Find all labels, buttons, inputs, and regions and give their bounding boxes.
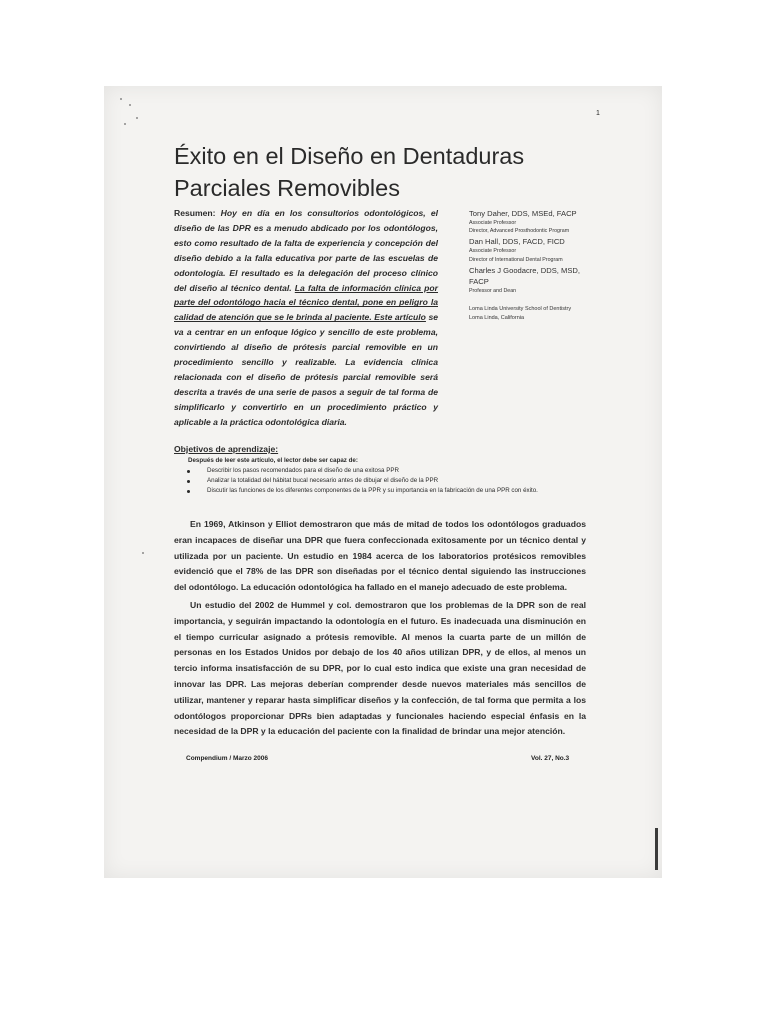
scan-speck (136, 117, 138, 119)
abstract-underlined-text: La falta de información clínica por parte del odontólogo hacia el técnico dental, pone en peligro la calidad de atención que se le brinda al paciente. Este artículo (174, 282, 438, 323)
objective-item: Discutir las funciones de los diferentes componentes de la PPR y su importancia en la fabricación de una PPR con éxito. (207, 486, 594, 496)
article-title (174, 140, 534, 204)
author-name: Tony Daher, DDS, MSEd, FACP (469, 209, 577, 218)
objectives-list (174, 466, 594, 496)
abstract (174, 206, 438, 430)
author-entry (469, 236, 584, 263)
objective-item: Describir los pasos recomendados para el diseño de una exitosa PPR (207, 466, 594, 476)
author-entry (469, 208, 584, 235)
page-number: 1 (596, 110, 600, 117)
title-line-1: Éxito en el Diseño en Dentaduras (174, 143, 525, 169)
author-position: Director, Advanced Prosthodontic Program (469, 228, 570, 235)
author-entry (469, 265, 584, 295)
objectives-heading: Objetivos de aprendizaje: (174, 444, 279, 454)
abstract-text-continued: se va a centrar en un enfoque lógico y sencillo de este problema, convirtiendo al diseño de prótesis parcial removible en un procedimiento sencillo y realizable. La evidencia clínica relacionada con el diseño de prótesis parcial removible será descrita a través de una serie de pasos a seguir de tal forma de simplificarlo y convertirlo en un procedimiento práctico y aplicable a la práctica odontológica diaria. (174, 312, 439, 427)
abstract-label: Resumen: (174, 208, 216, 218)
scan-speck (142, 552, 144, 554)
footer-journal: Compendium / Marzo 2006 (186, 755, 268, 762)
author-list (469, 207, 584, 323)
author-position: Director of International Dental Program (469, 256, 563, 263)
author-name: Dan Hall, DDS, FACD, FICD (469, 237, 565, 247)
title-line-2: Parciales Removibles (174, 175, 400, 201)
affiliation-school: Loma Linda University School of Dentistry (469, 306, 572, 313)
learning-objectives (174, 444, 594, 496)
abstract-text: Hoy en día en los consultorios odontológicos, el diseño de las DPR es a menudo abdicado por los odontólogos, esto como resultado de la falta de experiencia y concepción del diseño debido a la falla educativa por parte de las escuelas de odontología. El resultado es la delegación del proceso clínico del diseño al técnico dental. (174, 208, 438, 293)
affiliation-city: Loma Linda, California (469, 315, 525, 322)
footer-volume: Vol. 27, No.3 (531, 755, 570, 762)
body-paragraph: En 1969, Atkinson y Elliot demostraron que más de mitad de todos los odontólogos graduados eran incapaces de diseñar una DPR que fuera confeccionada exitosamente por un técnico dental y utilizada por un paciente. Un estudio en 1984 acerca de los laboratorios protésicos removibles evidenció que el 78% de las DPR son diseñadas por el técnico dental siguiendo las instrucciones del odontólogo. La educación odontológica ha fallado en el manejo adecuado de este problema. (174, 519, 586, 593)
scan-edge-mark (655, 828, 658, 870)
objective-item: Analizar la totalidad del hábitat bucal necesario antes de dibujar el diseño de la PPR (207, 476, 594, 486)
author-role: Professor and Dean (469, 287, 517, 294)
author-role: Associate Professor (469, 248, 517, 255)
objectives-intro: Después de leer este artículo, el lector debe ser capaz de: (188, 457, 358, 464)
author-role: Associate Professor (469, 220, 517, 226)
scan-speck (124, 123, 126, 125)
scan-speck (120, 98, 122, 100)
body-paragraph: Un estudio del 2002 de Hummel y col. demostraron que los problemas de la DPR son de real importancia, y seguirán impactando la odontología en el futuro. Es inadecuada una disminución en el tiempo curricular asignado a prótesis removible. Al menos la cuarta parte de un millón de personas en los Estados Unidos por debajo de los 40 años utilizan DPR, y de ellos, al menos un tercio informa insatisfacción de su DPR, por lo cual esto indica que existe una gran necesidad de innovar las DPR. Las mejoras deberían comprender desde nuevos materiales más sencillos de utilizar, mantener y reparar hasta simplificar diseños y la confección, de tal forma que permita a los odontólogos proporcionar DPRs bien adaptadas y funcionales haciendo especial énfasis en la necesidad de la DPR y la educación del paciente con la finalidad de brindar una mejor atención. (174, 600, 586, 737)
scan-speck (129, 104, 131, 106)
author-name: Charles J Goodacre, DDS, MSD, FACP (469, 265, 580, 286)
